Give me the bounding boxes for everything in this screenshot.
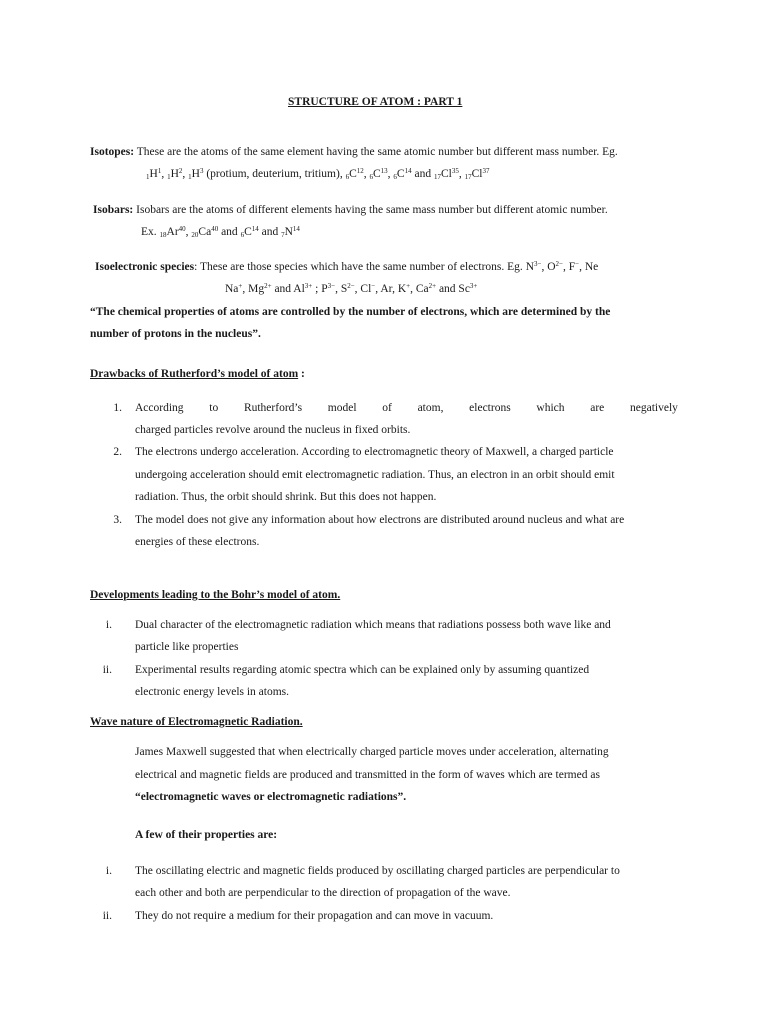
connector-text: and: [218, 226, 241, 238]
isoelectronic-definition: [95, 260, 598, 274]
chemical-species: $_1H^1$,: [146, 167, 168, 181]
properties-heading: A few of their properties are:: [135, 829, 278, 841]
isoelectronic-label: Isoelectronic species: [95, 261, 195, 273]
list-number: i.: [105, 619, 112, 631]
justified-word: of: [382, 402, 392, 414]
species-superscript: 40: [211, 225, 219, 233]
list-item-line: electronic energy levels in atoms.: [135, 686, 290, 698]
justified-word: to: [209, 402, 219, 414]
wave-paragraph-bold: “electromagnetic waves or electromagnetic radiations”.: [135, 791, 407, 803]
drawbacks-heading: [90, 367, 305, 381]
list-number: 3.: [113, 514, 122, 526]
isotopes-text: These are the atoms of the same element having the same atomic number but different mass number. Eg.: [134, 146, 618, 158]
species-superscript: 14: [251, 225, 259, 233]
isobars-example-list: [160, 226, 300, 238]
species-subscript: 1: [167, 173, 171, 181]
species-superscript: 3−: [534, 260, 542, 268]
isoelectronic-examples-line2: [225, 282, 477, 296]
drawbacks-heading-text: Drawbacks of Rutherford’s model of atom: [90, 368, 299, 380]
justified-word: According: [135, 402, 184, 414]
drawbacks-heading-colon: :: [298, 368, 305, 380]
list-item-line: charged particles revolve around the nucleus in fixed orbits.: [135, 424, 411, 436]
isobars-examples: [141, 225, 300, 239]
species-superscript: 2−: [347, 282, 355, 290]
list-number: i.: [105, 865, 112, 877]
species-superscript: 3−: [327, 282, 336, 290]
species-superscript: 14: [404, 167, 412, 175]
connector-text: and: [436, 283, 459, 295]
species-superscript: 3+: [304, 282, 313, 290]
list-number: ii.: [102, 910, 112, 922]
list-number: 2.: [113, 446, 122, 458]
isoelectronic-text: : These are those species which have the same number of electrons. Eg.: [194, 261, 523, 273]
species-superscript: +: [238, 282, 243, 290]
species-superscript: 14: [292, 225, 300, 233]
list-item-line: undergoing acceleration should emit electromagnetic radiation. Thus, an electron in an orbit should emit: [135, 469, 615, 481]
species-subscript: 6: [393, 173, 397, 181]
list-item-line: energies of these electrons.: [135, 536, 260, 548]
chemical-species: $_6C^{12}$,: [345, 167, 370, 181]
species-superscript: 3: [199, 167, 204, 175]
chemical-species: $_1H^2$,: [167, 167, 189, 181]
species-superscript: 2+: [428, 282, 437, 290]
justified-word: are: [590, 402, 605, 414]
list-item-line: The model does not give any information about how electrons are distributed around nucleus and what are: [135, 514, 625, 526]
chemical-species: $Mg^{2+}$: [248, 282, 272, 295]
species-subscript: 1: [146, 173, 150, 181]
chemical-species: Ne: [584, 261, 599, 273]
chemical-species: $_{20}Ca^{40}$: [191, 225, 219, 239]
species-subscript: 7: [281, 231, 285, 239]
species-superscript: 37: [482, 167, 490, 175]
list-item-line: The oscillating electric and magnetic fields produced by oscillating charged particles are perpendicular to: [135, 865, 620, 877]
chemical-species: $_{18}Ar^{40}$,: [159, 225, 192, 239]
chemical-species: $P^{3-}$,: [321, 282, 341, 295]
chemical-species: F−,: [568, 260, 585, 273]
connector-text: and: [271, 283, 294, 295]
species-superscript: 2+: [264, 282, 272, 290]
species-superscript: 1: [157, 167, 162, 175]
chemical-species: $_6C^{13}$,: [369, 167, 394, 181]
connector-text: ;: [312, 283, 322, 295]
species-superscript: 35: [451, 167, 459, 175]
species-subscript: 17: [433, 173, 441, 181]
list-item-line: Dual character of the electromagnetic radiation which means that radiations possess both wave like and: [135, 619, 611, 631]
isobars-text: Isobars are the atoms of different elements having the same mass number but different atomic number.: [133, 204, 608, 216]
connector-text: (protium, deuterium, tritium),: [203, 168, 346, 180]
list-item-line: radiation. Thus, the orbit should shrink. But this does not happen.: [135, 491, 437, 503]
isobars-definition: [93, 203, 608, 217]
species-superscript: 12: [356, 167, 364, 175]
wave-heading: Wave nature of Electromagnetic Radiation.: [90, 716, 303, 728]
list-number: 1.: [113, 402, 122, 414]
chemical-species: $Ca^{2+}$: [415, 282, 437, 295]
justified-word: negatively: [630, 402, 678, 414]
justified-word: atom,: [417, 402, 444, 414]
species-superscript: 2: [178, 167, 183, 175]
species-superscript: 2−: [555, 260, 563, 268]
isotopes-examples: [146, 167, 489, 181]
species-superscript: +: [406, 282, 411, 290]
species-superscript: −: [371, 282, 376, 290]
chemical-species: $_{17}Cl^{35}$,: [433, 167, 465, 181]
species-subscript: 1: [188, 173, 192, 181]
species-subscript: 6: [369, 173, 373, 181]
list-item-line: The electrons undergo acceleration. According to electromagnetic theory of Maxwell, a charged particle: [135, 446, 614, 458]
species-subscript: 6: [345, 173, 350, 181]
chemical-species: Ar,: [380, 283, 398, 295]
justified-word: model: [327, 402, 357, 414]
page-title: STRUCTURE OF ATOM : PART 1: [288, 96, 463, 108]
list-number: ii.: [102, 664, 112, 676]
justified-word: electrons: [469, 402, 511, 414]
isotopes-label: Isotopes:: [90, 146, 135, 158]
chemical-species: $_7N^{14}$: [281, 225, 300, 239]
species-subscript: 20: [191, 231, 199, 239]
isobars-ex-prefix: Ex.: [141, 226, 160, 238]
species-subscript: 18: [159, 231, 167, 239]
connector-text: and: [411, 168, 434, 180]
isotopes-definition: [90, 145, 618, 159]
chemical-species: Cl−,: [360, 282, 381, 295]
chemical-species: $_1H^3$: [188, 167, 204, 181]
chemical-species: K+,: [397, 282, 416, 295]
chemical-species: $O^{2-}$,: [547, 260, 569, 273]
list-item-line: [135, 401, 678, 415]
isobars-label: Isobars:: [93, 204, 134, 216]
chemical-species: $_{17}Cl^{37}$: [464, 167, 490, 181]
wave-paragraph-line: electrical and magnetic fields are produced and transmitted in the form of waves which are termed as: [135, 769, 600, 781]
chemical-species: $Sc^{3+}$: [458, 282, 478, 295]
chemical-species: Na+,: [225, 282, 249, 295]
species-superscript: 3+: [469, 282, 478, 290]
quote-line-1: “The chemical properties of atoms are controlled by the number of electrons, which are determined by the: [90, 306, 611, 318]
chemical-species: $_6C^{14}$: [393, 167, 412, 181]
developments-heading: Developments leading to the Bohr’s model of atom.: [90, 589, 341, 601]
chemical-species: $Al^{3+}$: [293, 282, 313, 295]
species-subscript: 6: [240, 231, 245, 239]
isoelectronic-examples-line1: [523, 261, 598, 273]
justified-word: which: [536, 402, 565, 414]
wave-paragraph-line: James Maxwell suggested that when electrically charged particle moves under acceleration, alternating: [135, 746, 609, 758]
chemical-species: $_6C^{14}$: [240, 225, 259, 239]
species-superscript: −: [575, 260, 580, 268]
list-item-line: each other and both are perpendicular to the direction of propagation of the wave.: [135, 887, 511, 899]
chemical-species: $S^{2-}$,: [340, 282, 361, 295]
list-item-line: They do not require a medium for their propagation and can move in vacuum.: [135, 910, 494, 922]
chemical-species: $N^{3-}$,: [525, 260, 548, 273]
connector-text: and: [258, 226, 282, 238]
species-superscript: 40: [178, 225, 186, 233]
justified-word: Rutherford’s: [243, 402, 303, 414]
species-subscript: 17: [464, 173, 472, 181]
quote-line-2: number of protons in the nucleus”.: [90, 328, 261, 340]
list-item-line: Experimental results regarding atomic spectra which can be explained only by assuming quantized: [135, 664, 590, 676]
list-item-line: particle like properties: [135, 641, 239, 653]
species-superscript: 13: [380, 167, 388, 175]
